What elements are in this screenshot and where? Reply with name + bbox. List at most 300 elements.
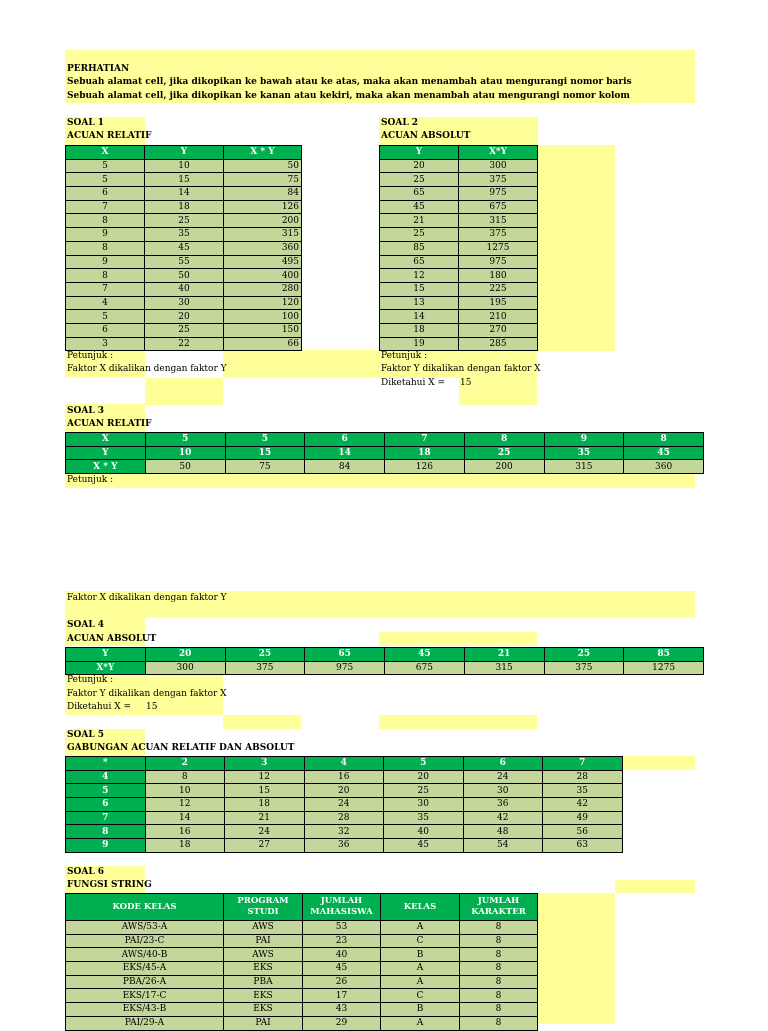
table-cell: 45 xyxy=(303,962,381,976)
table-cell: 84 xyxy=(224,187,302,201)
table-row xyxy=(66,200,302,214)
table-row xyxy=(66,446,704,460)
row-header: X*Y xyxy=(66,661,146,675)
soal6-title: SOAL 6 xyxy=(67,867,105,877)
table-cell: 32 xyxy=(304,825,384,839)
table-row xyxy=(66,433,704,447)
table-cell: 20 xyxy=(145,648,225,662)
soal4-hint-label: Petunjuk : xyxy=(67,675,114,685)
column-header: Y xyxy=(145,146,224,160)
table-cell: 25 xyxy=(544,648,624,662)
table-row xyxy=(380,159,538,173)
table-cell: 25 xyxy=(380,173,459,187)
table-cell: 375 xyxy=(544,661,624,675)
table-cell: EKS/43-B xyxy=(66,1003,224,1017)
table-cell: 126 xyxy=(224,200,302,214)
table-cell: AWS/53-A xyxy=(66,921,224,935)
table-row xyxy=(380,310,538,324)
table-cell: 40 xyxy=(303,948,381,962)
table-cell: 16 xyxy=(304,770,384,784)
table-cell: 24 xyxy=(225,825,305,839)
soal2-table xyxy=(379,145,538,351)
table-cell: EKS xyxy=(224,962,303,976)
table-cell: PBA/26-A xyxy=(66,975,224,989)
soal6-table xyxy=(65,893,538,1031)
table-row xyxy=(66,825,623,839)
table-row xyxy=(66,187,302,201)
table-cell: 48 xyxy=(463,825,543,839)
table-row xyxy=(66,975,538,989)
table-row xyxy=(380,241,538,255)
table-cell: 9 xyxy=(66,228,145,242)
table-row xyxy=(66,296,302,310)
table-row xyxy=(66,323,302,337)
table-cell: 20 xyxy=(304,784,384,798)
table-cell: 22 xyxy=(145,337,224,351)
table-cell: 14 xyxy=(380,310,459,324)
row-header: 9 xyxy=(66,839,146,853)
table-cell: 17 xyxy=(303,989,381,1003)
table-cell: 3 xyxy=(66,337,145,351)
table-row xyxy=(380,228,538,242)
soal3-hint: Faktor X dikalikan dengan faktor Y xyxy=(67,593,227,603)
table-cell: 8 xyxy=(460,962,538,976)
soal1-title: SOAL 1 xyxy=(67,118,105,128)
table-row xyxy=(380,282,538,296)
table-row xyxy=(380,187,538,201)
table-cell: 12 xyxy=(380,269,459,283)
table-cell: 85 xyxy=(380,241,459,255)
table-cell: 30 xyxy=(384,798,464,812)
soal4-hint-highlight-3 xyxy=(379,715,537,729)
table-cell: 8 xyxy=(460,934,538,948)
soal5-table xyxy=(65,756,623,853)
table-cell: PAI xyxy=(224,934,303,948)
table-cell: 15 xyxy=(380,282,459,296)
row-header: 7 xyxy=(66,811,146,825)
table-row xyxy=(66,159,302,173)
soal6-side-highlight xyxy=(537,893,615,1024)
table-cell: 15 xyxy=(225,784,305,798)
table-cell: 1275 xyxy=(624,661,704,675)
table-row xyxy=(66,770,623,784)
table-cell: 5 xyxy=(66,310,145,324)
table-cell: A xyxy=(381,921,460,935)
table-cell: 5 xyxy=(66,173,145,187)
table-cell: C xyxy=(381,934,460,948)
table-cell: 75 xyxy=(224,173,302,187)
table-cell: 180 xyxy=(459,269,538,283)
table-cell: 63 xyxy=(543,839,623,853)
table-cell: 8 xyxy=(66,241,145,255)
table-cell: PAI/23-C xyxy=(66,934,224,948)
column-header: 3 xyxy=(225,757,305,771)
table-cell: A xyxy=(381,975,460,989)
table-cell: 675 xyxy=(459,200,538,214)
table-cell: 15 xyxy=(145,173,224,187)
table-cell: 12 xyxy=(225,770,305,784)
table-cell: 975 xyxy=(305,661,385,675)
table-cell: 360 xyxy=(224,241,302,255)
table-cell: 6 xyxy=(66,187,145,201)
table-row xyxy=(66,173,302,187)
row-header: 4 xyxy=(66,770,146,784)
table-cell: 20 xyxy=(145,310,224,324)
table-cell: EKS xyxy=(224,1003,303,1017)
soal5-title: SOAL 5 xyxy=(67,730,105,740)
row-header: Y xyxy=(66,648,146,662)
table-cell: 225 xyxy=(459,282,538,296)
table-cell: 200 xyxy=(224,214,302,228)
table-cell: 8 xyxy=(145,770,225,784)
table-cell: 45 xyxy=(384,839,464,853)
table-cell: 15 xyxy=(225,446,305,460)
table-cell: 35 xyxy=(544,446,624,460)
table-header-row xyxy=(66,894,538,921)
page-title: PERHATIAN xyxy=(67,64,130,74)
table-cell: 200 xyxy=(464,460,544,474)
table-row xyxy=(66,269,302,283)
table-cell: PBA xyxy=(224,975,303,989)
table-cell: 8 xyxy=(460,1003,538,1017)
table-cell: 42 xyxy=(543,798,623,812)
table-cell: 53 xyxy=(303,921,381,935)
table-row xyxy=(380,173,538,187)
table-cell: 8 xyxy=(460,1016,538,1030)
table-cell: 14 xyxy=(145,811,225,825)
soal1-table xyxy=(65,145,302,351)
table-cell: 66 xyxy=(224,337,302,351)
table-cell: 5 xyxy=(66,159,145,173)
table-cell: 29 xyxy=(303,1016,381,1030)
table-row xyxy=(380,323,538,337)
soal4-known-label: Diketahui X = xyxy=(67,702,131,712)
table-cell: 8 xyxy=(66,214,145,228)
table-cell: 84 xyxy=(305,460,385,474)
table-cell: 5 xyxy=(225,433,305,447)
table-header-row xyxy=(66,146,302,160)
soal2-known-value: 15 xyxy=(460,378,472,388)
column-header: X xyxy=(66,146,145,160)
table-cell: B xyxy=(381,1003,460,1017)
soal4-subtitle: ACUAN ABSOLUT xyxy=(67,634,157,644)
column-header: * xyxy=(66,757,146,771)
table-row xyxy=(66,214,302,228)
row-header: X xyxy=(66,433,146,447)
table-cell: 30 xyxy=(463,784,543,798)
table-cell: 55 xyxy=(145,255,224,269)
column-header: PROGRAM STUDI xyxy=(224,894,303,921)
table-row xyxy=(66,460,704,474)
table-cell: 14 xyxy=(305,446,385,460)
table-cell: 25 xyxy=(225,648,305,662)
soal2-title: SOAL 2 xyxy=(381,118,419,128)
column-header: X*Y xyxy=(459,146,538,160)
table-row xyxy=(380,269,538,283)
soal2-hint: Faktor Y dikalikan dengan faktor X xyxy=(381,364,541,374)
soal5-subtitle: GABUNGAN ACUAN RELATIF DAN ABSOLUT xyxy=(67,743,295,753)
table-cell: B xyxy=(381,948,460,962)
soal2-hint-label: Petunjuk : xyxy=(381,351,428,361)
table-cell: 40 xyxy=(145,282,224,296)
table-cell: 495 xyxy=(224,255,302,269)
table-cell: 120 xyxy=(224,296,302,310)
table-row xyxy=(380,255,538,269)
table-row xyxy=(380,296,538,310)
table-cell: 1275 xyxy=(459,241,538,255)
table-cell: 975 xyxy=(459,255,538,269)
table-cell: 26 xyxy=(303,975,381,989)
table-row xyxy=(66,811,623,825)
table-cell: 42 xyxy=(463,811,543,825)
table-cell: 25 xyxy=(145,214,224,228)
column-header: 6 xyxy=(463,757,543,771)
table-cell: 45 xyxy=(145,241,224,255)
table-cell: 65 xyxy=(305,648,385,662)
table-cell: 6 xyxy=(66,323,145,337)
table-cell: 7 xyxy=(66,282,145,296)
table-row xyxy=(66,934,538,948)
table-cell: 30 xyxy=(145,296,224,310)
table-cell: 24 xyxy=(304,798,384,812)
table-row xyxy=(66,228,302,242)
table-cell: PAI/29-A xyxy=(66,1016,224,1030)
soal4-title: SOAL 4 xyxy=(67,620,105,630)
table-cell: 14 xyxy=(145,187,224,201)
table-cell: 270 xyxy=(459,323,538,337)
table-row xyxy=(66,962,538,976)
row-header: 8 xyxy=(66,825,146,839)
table-cell: 210 xyxy=(459,310,538,324)
table-cell: 8 xyxy=(460,921,538,935)
table-cell: 18 xyxy=(380,323,459,337)
table-row xyxy=(66,989,538,1003)
table-cell: 75 xyxy=(225,460,305,474)
table-cell: EKS/45-A xyxy=(66,962,224,976)
table-cell: AWS xyxy=(224,921,303,935)
table-cell: 35 xyxy=(384,811,464,825)
table-cell: 18 xyxy=(145,200,224,214)
table-cell: 16 xyxy=(145,825,225,839)
soal3-hint-highlight xyxy=(65,474,695,488)
soal4-hint-highlight-2 xyxy=(223,715,301,729)
soal3-subtitle: ACUAN RELATIF xyxy=(67,419,152,429)
table-cell: 8 xyxy=(460,948,538,962)
soal6-subtitle: FUNGSI STRING xyxy=(67,880,152,890)
table-cell: 300 xyxy=(145,661,225,675)
table-cell: 49 xyxy=(543,811,623,825)
soal4-known-value: 15 xyxy=(146,702,158,712)
table-cell: 25 xyxy=(384,784,464,798)
table-cell: 375 xyxy=(459,228,538,242)
table-cell: 25 xyxy=(380,228,459,242)
table-cell: 35 xyxy=(145,228,224,242)
table-row xyxy=(66,241,302,255)
soal3-title: SOAL 3 xyxy=(67,406,105,416)
table-cell: A xyxy=(381,962,460,976)
table-cell: C xyxy=(381,989,460,1003)
table-row xyxy=(66,798,623,812)
table-cell: 315 xyxy=(224,228,302,242)
soal4-title-highlight-2 xyxy=(379,632,537,646)
table-cell: 375 xyxy=(225,661,305,675)
table-cell: 36 xyxy=(304,839,384,853)
table-cell: 43 xyxy=(303,1003,381,1017)
table-row xyxy=(66,784,623,798)
table-cell: 21 xyxy=(464,648,544,662)
column-header: 7 xyxy=(543,757,623,771)
soal4-table xyxy=(65,647,704,675)
soal3-table xyxy=(65,432,704,474)
table-row xyxy=(380,337,538,351)
table-cell: 65 xyxy=(380,187,459,201)
table-cell: PAI xyxy=(224,1016,303,1030)
table-cell: AWS xyxy=(224,948,303,962)
table-cell: 315 xyxy=(459,214,538,228)
table-cell: 12 xyxy=(145,798,225,812)
header-line-1: Sebuah alamat cell, jika dikopikan ke bawah atau ke atas, maka akan menambah atau mengurangi nomor baris xyxy=(67,77,632,87)
table-cell: 9 xyxy=(66,255,145,269)
table-cell: 28 xyxy=(304,811,384,825)
table-cell: 375 xyxy=(459,173,538,187)
table-cell: 36 xyxy=(463,798,543,812)
table-cell: 7 xyxy=(66,200,145,214)
table-cell: 24 xyxy=(463,770,543,784)
table-row xyxy=(66,839,623,853)
table-cell: 100 xyxy=(224,310,302,324)
table-cell: 7 xyxy=(385,433,465,447)
table-row xyxy=(66,255,302,269)
column-header: X * Y xyxy=(224,146,302,160)
table-cell: 126 xyxy=(385,460,465,474)
soal6-title-highlight-2 xyxy=(615,880,695,893)
table-cell: 56 xyxy=(543,825,623,839)
soal1-hint: Faktor X dikalikan dengan faktor Y xyxy=(67,364,227,374)
table-cell: 18 xyxy=(145,839,225,853)
soal2-known-label: Diketahui X = xyxy=(381,378,445,388)
table-cell: 20 xyxy=(380,159,459,173)
table-cell: 360 xyxy=(624,460,704,474)
table-cell: 50 xyxy=(145,460,225,474)
soal3-hint-label: Petunjuk : xyxy=(67,475,114,485)
column-header: KODE KELAS xyxy=(66,894,224,921)
table-cell: 65 xyxy=(380,255,459,269)
table-cell: 13 xyxy=(380,296,459,310)
table-cell: 300 xyxy=(459,159,538,173)
table-row xyxy=(380,200,538,214)
column-header: 5 xyxy=(384,757,464,771)
table-row xyxy=(66,948,538,962)
table-cell: 28 xyxy=(543,770,623,784)
soal5-side-highlight xyxy=(615,756,695,770)
table-cell: 85 xyxy=(624,648,704,662)
table-cell: 8 xyxy=(460,975,538,989)
table-row xyxy=(380,214,538,228)
table-cell: 9 xyxy=(544,433,624,447)
table-cell: 21 xyxy=(225,811,305,825)
column-header: 4 xyxy=(304,757,384,771)
table-cell: 45 xyxy=(624,446,704,460)
table-cell: 23 xyxy=(303,934,381,948)
table-cell: 50 xyxy=(145,269,224,283)
soal1-hint-label: Petunjuk : xyxy=(67,351,114,361)
row-header: 6 xyxy=(66,798,146,812)
table-cell: 280 xyxy=(224,282,302,296)
table-cell: 54 xyxy=(463,839,543,853)
table-cell: 25 xyxy=(145,323,224,337)
table-cell: EKS/17-C xyxy=(66,989,224,1003)
table-cell: 975 xyxy=(459,187,538,201)
table-cell: EKS xyxy=(224,989,303,1003)
soal2-subtitle: ACUAN ABSOLUT xyxy=(381,131,471,141)
table-cell: 675 xyxy=(385,661,465,675)
header-line-2: Sebuah alamat cell, jika dikopikan ke kanan atau kekiri, maka akan menambah atau mengurangi nomor kolom xyxy=(67,91,630,101)
soal1-hint-highlight-3 xyxy=(145,378,223,405)
column-header: KELAS xyxy=(381,894,460,921)
table-cell: AWS/40-B xyxy=(66,948,224,962)
table-cell: 315 xyxy=(464,661,544,675)
table-cell: 195 xyxy=(459,296,538,310)
table-cell: 4 xyxy=(66,296,145,310)
table-cell: 8 xyxy=(624,433,704,447)
column-header: Y xyxy=(380,146,459,160)
table-cell: 19 xyxy=(380,337,459,351)
table-cell: 21 xyxy=(380,214,459,228)
table-cell: 8 xyxy=(464,433,544,447)
table-cell: 20 xyxy=(384,770,464,784)
row-header: 5 xyxy=(66,784,146,798)
table-cell: 40 xyxy=(384,825,464,839)
table-cell: 400 xyxy=(224,269,302,283)
table-cell: 150 xyxy=(224,323,302,337)
table-cell: 8 xyxy=(66,269,145,283)
table-row xyxy=(66,282,302,296)
table-header-row xyxy=(66,757,623,771)
table-cell: 10 xyxy=(145,159,224,173)
table-cell: 8 xyxy=(460,989,538,1003)
table-cell: 6 xyxy=(305,433,385,447)
table-cell: 35 xyxy=(543,784,623,798)
soal1-hint-highlight-2 xyxy=(223,350,380,378)
soal4-hint: Faktor Y dikalikan dengan faktor X xyxy=(67,689,227,699)
table-row xyxy=(66,661,704,675)
table-row xyxy=(66,921,538,935)
table-cell: 10 xyxy=(145,784,225,798)
table-row xyxy=(66,648,704,662)
table-cell: 18 xyxy=(225,798,305,812)
column-header: 2 xyxy=(145,757,225,771)
table-cell: 27 xyxy=(225,839,305,853)
table-row xyxy=(66,1003,538,1017)
table-cell: 5 xyxy=(145,433,225,447)
table-row xyxy=(66,1016,538,1030)
table-cell: 10 xyxy=(145,446,225,460)
table-cell: 285 xyxy=(459,337,538,351)
table-cell: 315 xyxy=(544,460,624,474)
table-cell: 45 xyxy=(385,648,465,662)
column-header: JUMLAH MAHASISWA xyxy=(303,894,381,921)
table-cell: 18 xyxy=(385,446,465,460)
soal2-side-highlight xyxy=(537,145,615,351)
table-cell: 50 xyxy=(224,159,302,173)
table-row xyxy=(66,337,302,351)
table-header-row xyxy=(380,146,538,160)
table-cell: A xyxy=(381,1016,460,1030)
table-cell: 25 xyxy=(464,446,544,460)
table-cell: 45 xyxy=(380,200,459,214)
column-header: JUMLAH KARAKTER xyxy=(460,894,538,921)
row-header: Y xyxy=(66,446,146,460)
